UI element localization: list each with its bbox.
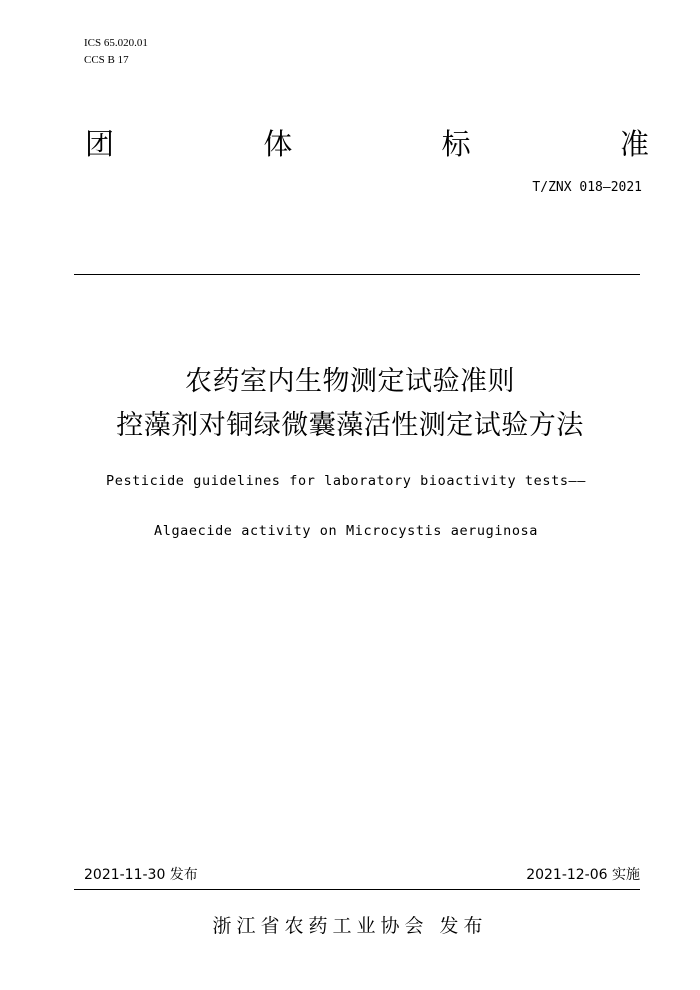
bottom-divider — [74, 889, 640, 890]
standard-type-char-4: 准 — [619, 127, 649, 161]
standard-type — [84, 127, 650, 161]
standard-type-char-2: 体 — [263, 127, 293, 161]
standard-type-char-3: 标 — [441, 127, 471, 161]
standard-type-char-1: 团 — [84, 127, 114, 161]
chinese-title-line-1: 农药室内生物测定试验准则 — [185, 366, 515, 397]
chinese-title-line-2: 控藻剂对铜绿微囊藻活性测定试验方法 — [116, 410, 584, 441]
implementation-date: 2021-12-06 实施 — [526, 867, 640, 883]
issue-date: 2021-11-30 发布 — [84, 867, 198, 883]
top-divider — [74, 274, 640, 275]
english-title-line-2: Algaecide activity on Microcystis aeruginosa — [153, 523, 539, 539]
ccs-code: CCS B 17 — [84, 54, 129, 66]
ics-code: ICS 65.020.01 — [84, 37, 148, 49]
publisher: 浙江省农药工业协会 发布 — [212, 915, 488, 937]
english-title-line-1: Pesticide guidelines for laboratory bioactivity tests—— — [105, 473, 587, 489]
standard-number: T/ZNX 018—2021 — [532, 180, 642, 195]
